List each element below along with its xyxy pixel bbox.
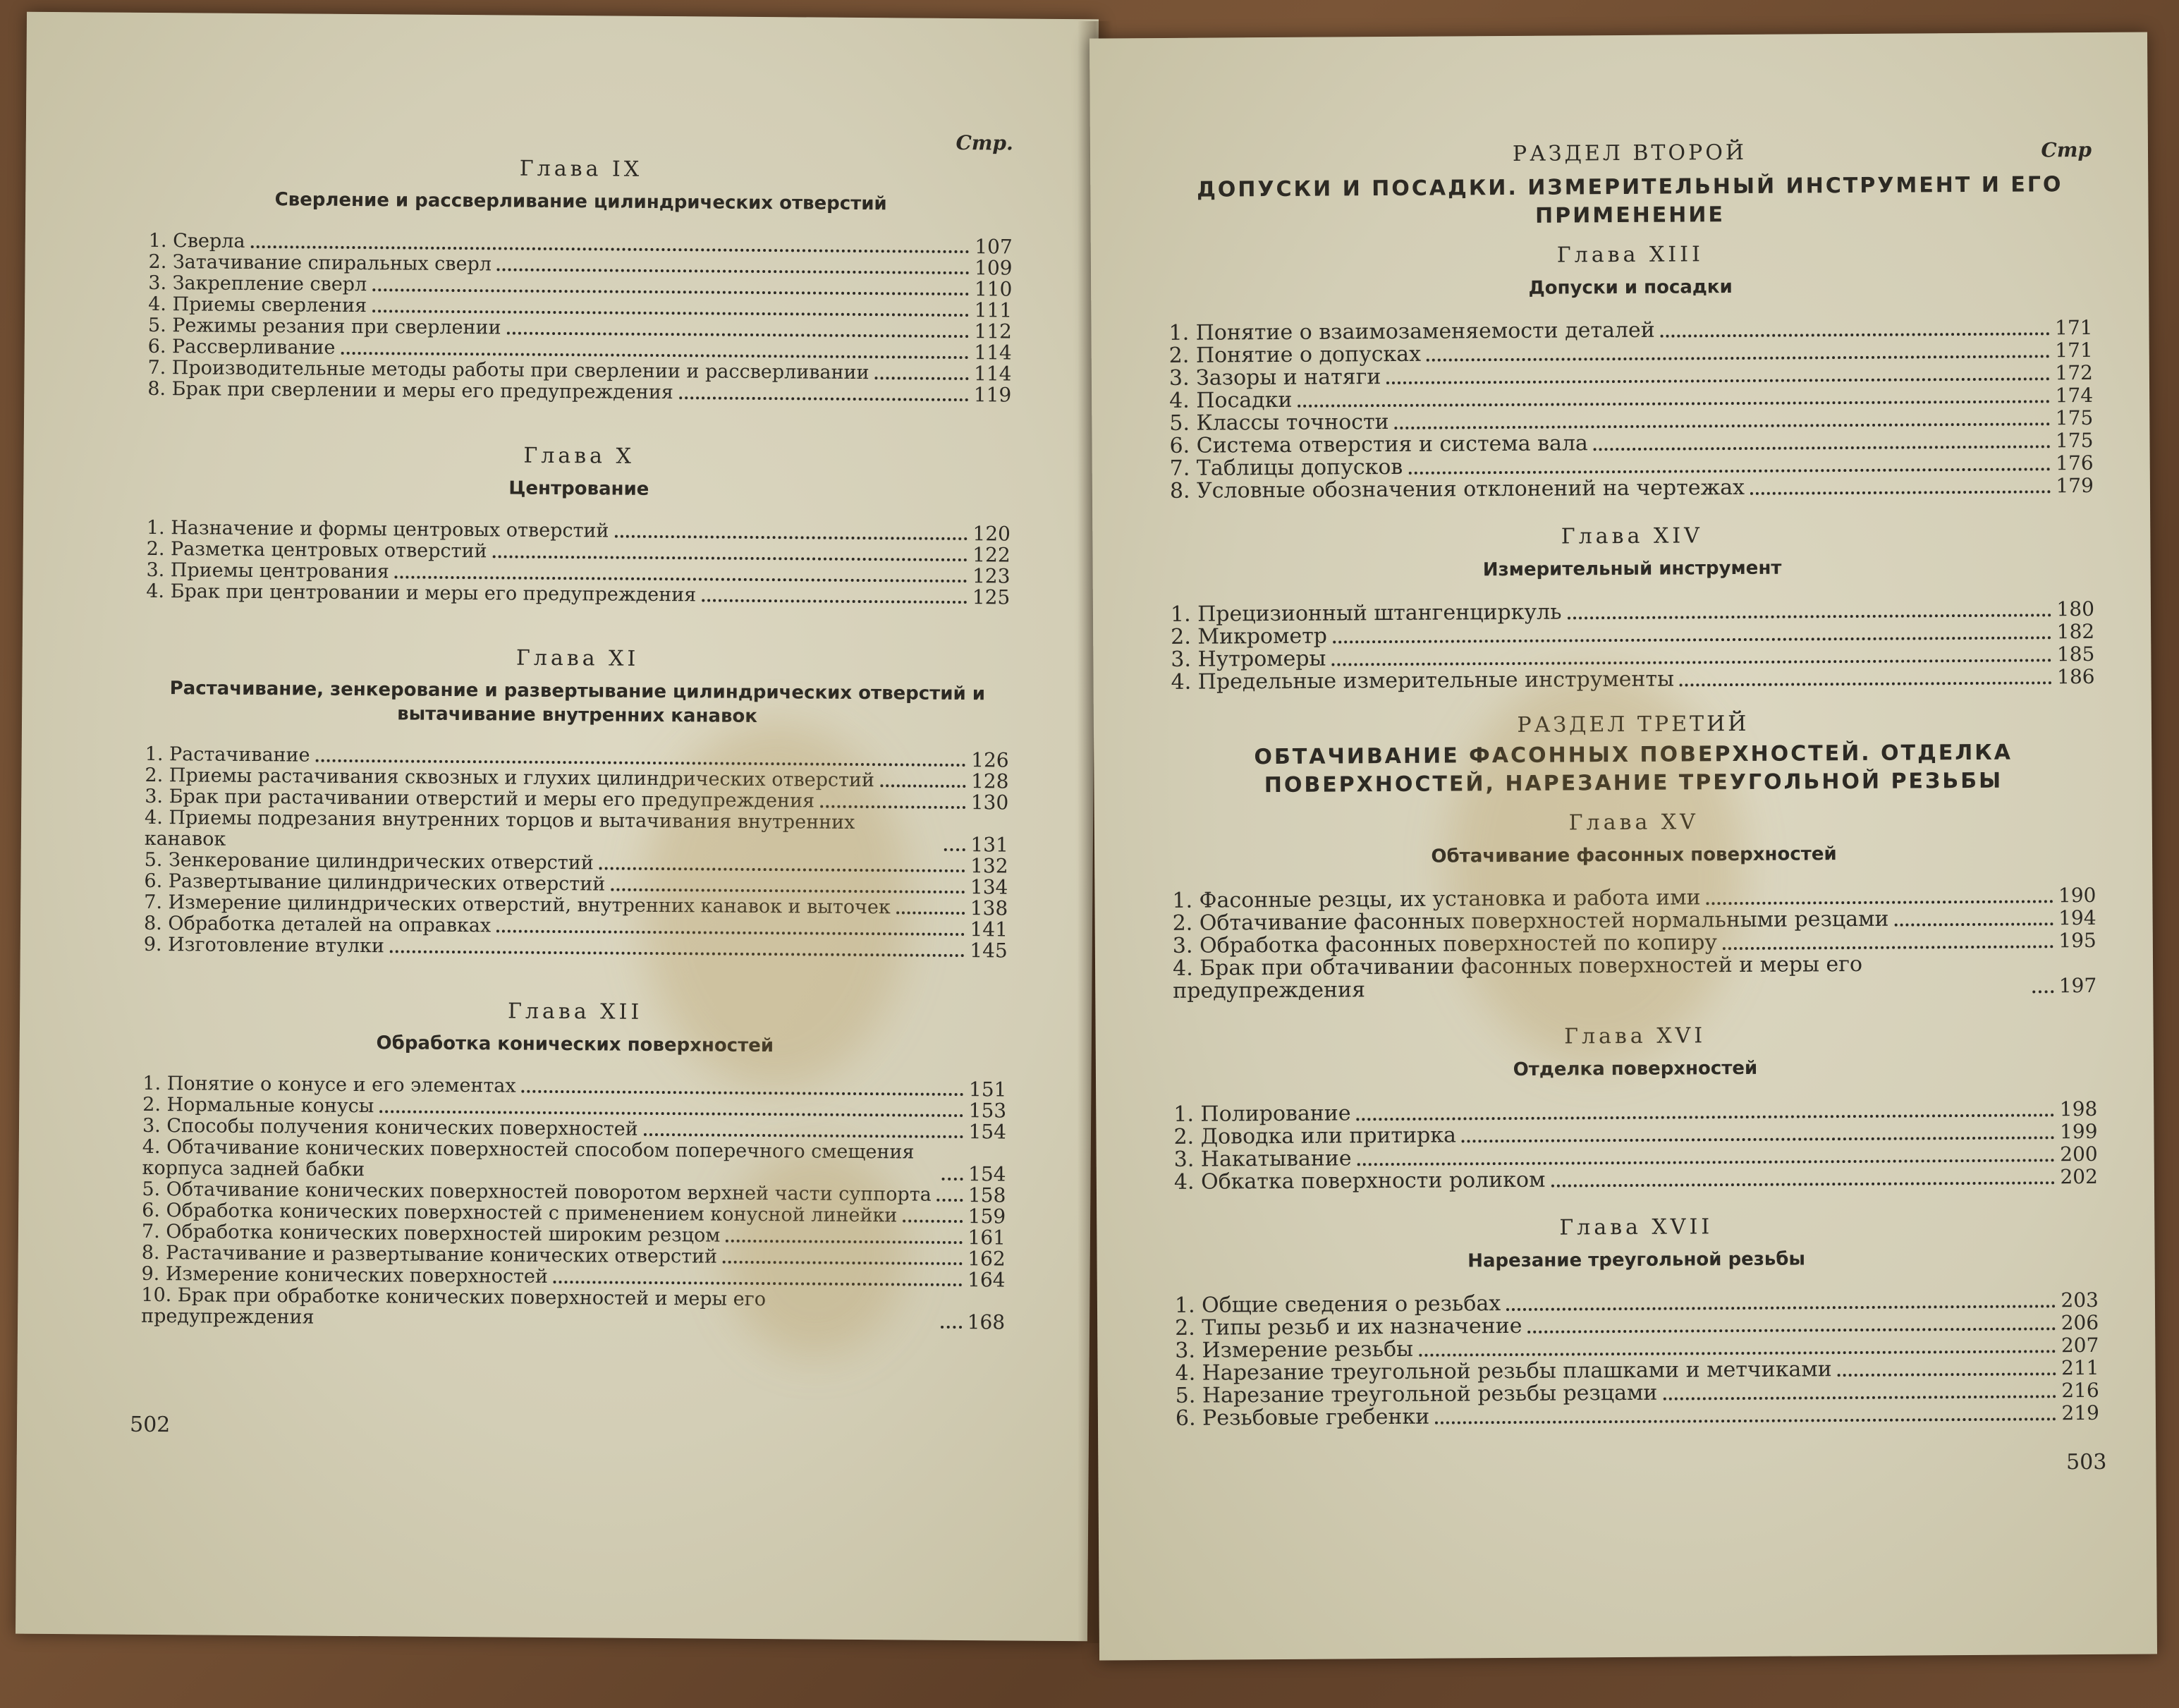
toc-entry-label: 2. Обтачивание фасонных поверхностей нормальными резцами <box>1172 906 1889 936</box>
toc-entry-label: 9. Изготовление втулки <box>143 933 385 958</box>
toc-entry-label: 7. Таблицы допусков <box>1169 454 1403 481</box>
toc-entry-page: 175 <box>2055 405 2094 430</box>
dot-leader <box>1680 681 2051 686</box>
toc-entry-page: 180 <box>2056 597 2095 621</box>
left-toc <box>141 154 1013 1334</box>
toc-entry-label: 10. Брак при обработке конических поверхностей и меры его предупреждения <box>141 1283 767 1329</box>
toc-entry-label: 3. Закрепление сверл <box>148 272 367 296</box>
toc-entry-label: 5. Обтачивание конических поверхностей поворотом верхней части суппорта <box>142 1178 932 1206</box>
dot-leader <box>1661 332 2049 337</box>
dot-leader <box>941 1326 962 1329</box>
toc-entry-page: 126 <box>971 748 1009 772</box>
toc-entry-label: 7. Обработка конических поверхностей широким резцом <box>141 1220 721 1247</box>
toc-entry-page: 141 <box>970 917 1008 941</box>
right-toc-section-2 <box>1168 240 2095 694</box>
toc-list <box>1173 1098 2098 1194</box>
toc-entry-label: 1. Фасонные резцы, их установка и работа ими <box>1172 885 1701 913</box>
dot-leader <box>1462 1136 2054 1142</box>
toc-entry-page: 171 <box>2054 315 2093 340</box>
toc-entry-label: 7. Измерение цилиндрических отверстий, внутренних канавок и выточек <box>144 891 891 919</box>
dot-leader <box>1663 1395 2056 1400</box>
chapter-heading: Глава XVI <box>1564 1023 1707 1049</box>
toc-entry-label: 1. Растачивание <box>145 743 310 767</box>
toc-entry-page: 107 <box>975 235 1013 259</box>
toc-entry-label: 1. Понятие о взаимозаменяемости деталей <box>1168 317 1655 346</box>
dot-leader <box>1527 1327 2055 1334</box>
dot-leader <box>1594 445 2050 451</box>
dot-leader <box>1395 422 2050 429</box>
toc-entry-label: 5. Зенкерование цилиндрических отверстий <box>144 848 594 874</box>
dot-leader <box>372 310 969 317</box>
chapter-title: Сверление и рассверливание цилиндрических отверстий <box>274 189 887 215</box>
toc-entry-label: 8. Обработка деталей на оправках <box>143 912 492 937</box>
toc-entry-label: 6. Рассверливание <box>147 335 336 359</box>
toc-entry-label: 3. Обработка фасонных поверхностей по копиру <box>1172 930 1718 958</box>
dot-leader <box>497 268 969 274</box>
toc-entry-label: 2. Приемы растачивания сквозных и глухих цилиндрических отверстий <box>145 764 875 792</box>
toc-entry-label: 1. Понятие о конусе и его элементах <box>142 1072 516 1097</box>
toc-list <box>146 518 1011 609</box>
toc-entry-label: 2. Микрометр <box>1171 623 1328 649</box>
dot-leader <box>507 331 969 338</box>
toc-entry-page: 172 <box>2055 360 2094 385</box>
toc-entry-page: 216 <box>2061 1378 2099 1403</box>
dot-leader <box>1331 659 2051 666</box>
dot-leader <box>874 377 968 380</box>
toc-entry-page: 182 <box>2056 619 2095 644</box>
toc-entry-label: 3. Накатывание <box>1173 1146 1352 1172</box>
dot-leader <box>644 1133 963 1138</box>
toc-entry-page: 122 <box>972 543 1011 567</box>
toc-entry-page: 206 <box>2061 1310 2099 1335</box>
dot-leader <box>944 848 965 851</box>
toc-entry-label: 4. Нарезание треугольной резьбы плашками и метчиками <box>1175 1357 1832 1386</box>
dot-leader <box>1298 400 2049 408</box>
toc-entry-page: 175 <box>2055 428 2094 453</box>
toc-entry-label: 4. Приемы сверления <box>148 293 367 317</box>
toc-entry-page: 197 <box>2058 973 2097 998</box>
dot-leader <box>1427 355 2049 361</box>
dot-leader <box>1408 468 2050 475</box>
toc-entry-page: 179 <box>2056 473 2094 498</box>
chapter-title: Отделка поверхностей <box>1513 1057 1758 1080</box>
page-column-label: Стр <box>2041 138 2092 162</box>
toc-list <box>1175 1289 2099 1430</box>
toc-entry-label: 3. Способы получения конических поверхностей <box>142 1114 638 1140</box>
toc-entry-label: 1. Сверла <box>148 229 245 252</box>
chapter-title: Допуски и посадки <box>1528 276 1733 299</box>
dot-leader <box>1357 1159 2055 1166</box>
toc-entry-page: 138 <box>970 896 1008 920</box>
toc-entry-page: 176 <box>2056 451 2094 475</box>
toc-entry-page: 110 <box>974 277 1013 301</box>
chapter-title: Нарезание треугольной резьбы <box>1467 1248 1806 1272</box>
chapter-heading: Глава XII <box>507 999 643 1025</box>
dot-leader <box>1894 922 2053 926</box>
toc-entry-label: 4. Посадки <box>1169 387 1293 413</box>
toc-entry-page: 132 <box>970 854 1008 878</box>
toc-entry-page: 109 <box>974 256 1013 280</box>
toc-entry-label: 3. Зазоры и натяги <box>1168 365 1381 391</box>
toc-entry-page: 131 <box>970 833 1008 857</box>
toc-entry-page: 153 <box>968 1099 1007 1123</box>
toc-entry-page: 195 <box>2058 928 2096 953</box>
dot-leader <box>1386 377 2049 384</box>
toc-entry-label: 4. Обкатка поверхности роликом <box>1173 1167 1546 1195</box>
toc-entry-label: 6. Обработка конических поверхностей с применением конусной линейки <box>142 1199 898 1227</box>
toc-list <box>147 231 1013 406</box>
dot-leader <box>1419 1350 2056 1357</box>
dot-leader <box>1750 490 2051 495</box>
toc-entry-page: 164 <box>967 1268 1006 1292</box>
chapter-heading: Глава XIII <box>1556 242 1704 268</box>
toc-entry-page: 219 <box>2061 1401 2100 1425</box>
dot-leader <box>341 352 968 359</box>
dot-leader <box>1506 1305 2055 1311</box>
toc-entry-page: 130 <box>970 791 1009 815</box>
toc-entry-label: 4. Брак при обтачивании фасонных поверхностей и меры его предупреждения <box>1172 951 1863 1004</box>
toc-entry-page: 134 <box>970 875 1008 899</box>
dot-leader <box>1568 614 2051 619</box>
toc-entry-label: 6. Система отверстия и система вала <box>1169 431 1588 458</box>
chapter-title: Измерительный инструмент <box>1482 557 1782 581</box>
toc-entry-label: 6. Резьбовые гребенки <box>1175 1404 1430 1431</box>
dot-leader <box>522 1090 963 1096</box>
page-column-label: Стр. <box>956 130 1013 155</box>
dot-leader <box>492 555 967 561</box>
toc-entry-label: 2. Затачивание спиральных сверл <box>148 250 492 276</box>
toc-entry-page: 120 <box>972 522 1011 546</box>
dot-leader <box>395 575 967 582</box>
page-number-left: 502 <box>129 1412 171 1438</box>
toc-entry-label: 8. Брак при сверлении и меры его предупреждения <box>147 377 673 404</box>
left-page <box>16 12 1099 1642</box>
dot-leader <box>1333 636 2051 643</box>
toc-entry-label: 2. Разметка центровых отверстий <box>146 537 487 563</box>
toc-entry-page: 112 <box>974 319 1013 343</box>
toc-entry-label: 5. Классы точности <box>1169 410 1389 436</box>
chapter-title: Центрование <box>508 477 649 500</box>
toc-entry-label: 3. Брак при растачивании отверстий и меры его предупреждения <box>145 785 815 812</box>
toc-entry <box>1170 475 2094 503</box>
toc-entry-page: 114 <box>974 341 1012 365</box>
toc-entry-page: 194 <box>2058 905 2096 930</box>
toc-entry-page: 119 <box>973 383 1012 407</box>
toc-entry-page: 171 <box>2055 338 2093 362</box>
toc-entry-label: 1. Прецизионный штангенциркуль <box>1170 599 1562 627</box>
toc-entry-page: 162 <box>968 1247 1006 1271</box>
toc-entry-page: 111 <box>974 298 1013 322</box>
chapter-heading: Глава IX <box>519 156 643 182</box>
toc-entry-page: 198 <box>2059 1097 2098 1121</box>
dot-leader <box>941 1178 963 1181</box>
chapter-heading: Глава XI <box>515 645 640 671</box>
section-heading: РАЗДЕЛ ТРЕТИЙ <box>1517 711 1750 738</box>
toc-entry-page: 158 <box>968 1183 1006 1207</box>
toc-entry-page: 161 <box>968 1226 1006 1250</box>
toc-entry-page: 185 <box>2056 642 2095 666</box>
toc-entry <box>1176 1402 2099 1430</box>
dot-leader <box>937 1199 963 1202</box>
dot-leader <box>316 760 966 767</box>
toc-entry-page: 199 <box>2059 1119 2098 1144</box>
toc-entry-label: 1. Полирование <box>1173 1101 1351 1127</box>
toc-entry-label: 2. Доводка или притирка <box>1173 1123 1457 1149</box>
section-heading: РАЗДЕЛ ВТОРОЙ <box>1512 140 1747 166</box>
toc-entry-label: 3. Нутромеры <box>1171 646 1326 672</box>
toc-entry-page: 186 <box>2056 664 2095 689</box>
toc-entry-label: 8. Условные обозначения отклонений на чертежах <box>1169 475 1745 504</box>
chapter-heading: Глава XVII <box>1559 1214 1714 1240</box>
toc-entry-page: 190 <box>2058 883 2096 908</box>
toc-entry-label: 4. Брак при центровании и меры его предупреждения <box>146 580 697 606</box>
toc-entry-page: 168 <box>967 1310 1006 1334</box>
toc-entry-label: 2. Понятие о допусках <box>1168 341 1422 368</box>
toc-entry-page: 114 <box>973 362 1012 386</box>
dot-leader <box>1838 1372 2056 1377</box>
dot-leader <box>1551 1181 2054 1187</box>
toc-entry-page: 128 <box>970 769 1009 793</box>
right-page <box>1090 32 2157 1660</box>
dot-leader <box>379 1110 963 1117</box>
section-title: ДОПУСКИ И ПОСАДКИ. ИЗМЕРИТЕЛЬНЫЙ ИНСТРУМЕНТ И ЕГО ПРИМЕНЕНИЕ <box>1197 172 2063 228</box>
toc-entry-label: 6. Развертывание цилиндрических отверстий <box>144 870 606 896</box>
toc-entry-label: 8. Растачивание и развертывание конических отверстий <box>141 1241 718 1268</box>
toc-entry-page: 200 <box>2060 1142 2098 1166</box>
toc-entry-label: 4. Приемы подрезания внутренних торцов и вытачивания внутренних канавок <box>144 806 855 850</box>
section-title: ОБТАЧИВАНИЕ ФАСОННЫХ ПОВЕРХНОСТЕЙ. ОТДЕЛКА ПОВЕРХНОСТЕЙ, НАРЕЗАНИЕ ТРЕУГОЛЬНОЙ РЕЗЬБЫ <box>1254 740 2013 798</box>
chapter-title: Растачивание, зенкерование и развертывание цилиндрических отверстий и вытачивание внутренних канавок <box>169 678 986 727</box>
toc-entry-page: 123 <box>972 564 1011 588</box>
dot-leader <box>903 1219 962 1223</box>
dot-leader <box>2032 990 2053 993</box>
toc-entry-page: 211 <box>2061 1355 2099 1380</box>
chapter-title: Обработка конических поверхностей <box>376 1032 774 1057</box>
toc-entry-label: 3. Измерение резьбы <box>1175 1336 1414 1363</box>
toc-entry-page: 154 <box>968 1162 1006 1186</box>
toc-entry-page: 174 <box>2055 383 2094 408</box>
dot-leader <box>1723 945 2053 950</box>
toc-entry <box>1174 1166 2098 1194</box>
chapter-title: Обтачивание фасонных поверхностей <box>1431 843 1837 867</box>
toc-entry-label: 7. Производительные методы работы при сверлении и рассверливании <box>147 356 869 384</box>
toc-entry-label: 3. Приемы центрования <box>146 559 389 583</box>
toc-entry-page: 207 <box>2061 1333 2099 1358</box>
toc-entry-page: 202 <box>2060 1164 2098 1189</box>
dot-leader <box>1707 900 2053 905</box>
toc-entry-label: 1. Назначение и формы центровых отверстий <box>146 516 609 542</box>
toc-entry-page: 125 <box>972 585 1011 609</box>
dot-leader <box>1435 1417 2056 1424</box>
chapter-heading: Глава X <box>523 443 635 469</box>
toc-entry-page: 151 <box>968 1078 1007 1102</box>
dot-leader <box>880 784 965 788</box>
toc-entry-label: 5. Нарезание треугольной резьбы резцами <box>1175 1380 1658 1408</box>
toc-entry-label: 2. Типы резьб и их назначение <box>1175 1313 1522 1341</box>
toc-entry-page: 203 <box>2061 1288 2099 1312</box>
toc-entry-label: 2. Нормальные конусы <box>142 1093 374 1118</box>
toc-entry-label: 4. Обтачивание конических поверхностей способом поперечного смещения корпуса задней бабки <box>142 1135 915 1181</box>
dot-leader <box>679 396 968 401</box>
toc-entry-label: 5. Режимы резания при сверлении <box>147 314 501 339</box>
page-number-right: 503 <box>2065 1449 2107 1475</box>
toc-entry-label: 1. Общие сведения о резьбах <box>1174 1291 1501 1318</box>
toc-entry-label: 4. Предельные измерительные инструменты <box>1171 666 1675 695</box>
chapter-heading: Глава XIV <box>1561 523 1703 549</box>
toc-entry-page: 159 <box>968 1204 1006 1228</box>
dot-leader <box>1357 1114 2054 1121</box>
toc-entry-page: 154 <box>968 1120 1007 1144</box>
dot-leader <box>702 599 967 604</box>
dot-leader <box>614 535 967 540</box>
toc-entry-label: 9. Измерение конических поверхностей <box>141 1262 549 1288</box>
chapter-heading: Глава XV <box>1568 810 1699 836</box>
toc-entry-page: 145 <box>970 939 1008 963</box>
toc-list <box>1168 317 2094 503</box>
dot-leader <box>372 288 969 295</box>
